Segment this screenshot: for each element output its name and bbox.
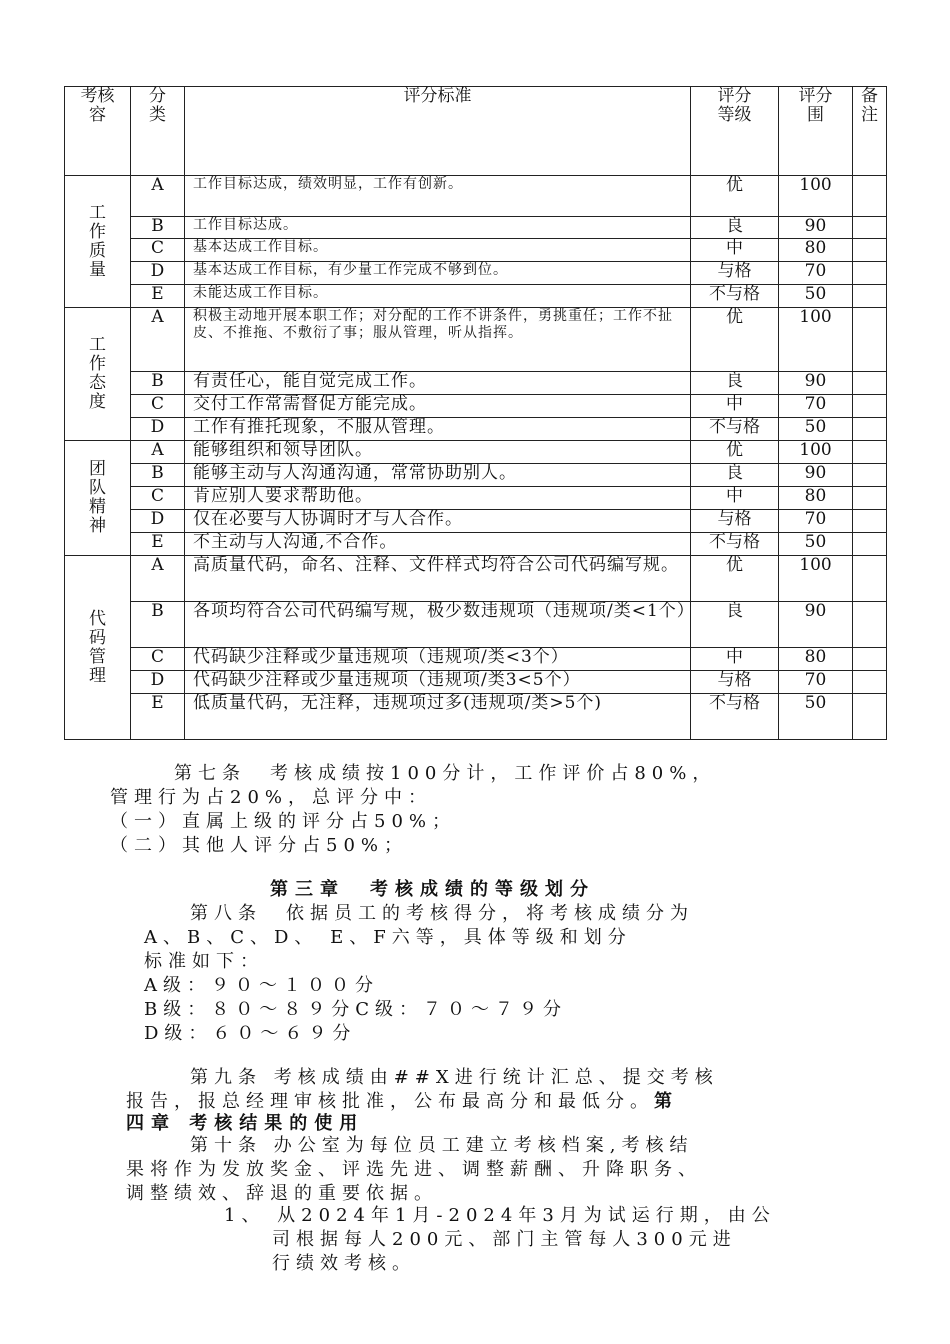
note-cell [853, 176, 887, 217]
criteria-cell: 能够组织和领导团队。 [185, 441, 691, 464]
header-class: 分 类 [131, 87, 185, 176]
criteria-cell: 工作有推托现象，不服从管理。 [185, 418, 691, 441]
table-row [65, 510, 887, 533]
level-cell: 优 [691, 308, 779, 372]
chapter3-title: 第三章 考核成绩的等级划分 [270, 879, 595, 900]
level-cell: 中 [691, 395, 779, 418]
score-cell: 90 [779, 217, 853, 239]
score-cell: 80 [779, 487, 853, 510]
criteria-cell: 代码缺少注释或少量违规项（违规项/类<3个） [185, 648, 691, 671]
article9-line2-text: 报告，报总经理审核批准，公布最高分和最低分。 [126, 1091, 654, 1112]
class-cell: D [131, 510, 185, 533]
table-row [65, 487, 887, 510]
note-cell [853, 418, 887, 441]
level-cell: 良 [691, 217, 779, 239]
header-range: 评分 围 [779, 87, 853, 176]
criteria-cell: 代码缺少注释或少量违规项（违规项/类3<5个） [185, 671, 691, 694]
article7-line2: 管理行为占20%，总评分中： [110, 787, 433, 808]
article7-line3: （一）直属上级的评分占50%； [110, 811, 457, 832]
note-cell [853, 556, 887, 602]
level-cell: 良 [691, 372, 779, 395]
note-cell [853, 441, 887, 464]
table-row [65, 239, 887, 262]
table-row [65, 671, 887, 694]
header-criteria: 评分标准 [185, 87, 691, 176]
level-cell: 不与格 [691, 285, 779, 308]
chapter4-title: 四章 考核结果的使用 [126, 1113, 365, 1134]
criteria-cell: 高质量代码，命名、注释、文件样式均符合公司代码编写规。 [185, 556, 691, 602]
class-cell: E [131, 533, 185, 556]
class-cell: A [131, 176, 185, 217]
level-cell: 优 [691, 441, 779, 464]
article9-line1: 第九条 考核成绩由##X进行统计汇总、提交考核 [190, 1067, 719, 1088]
class-cell: B [131, 464, 185, 487]
header-note: 备 注 [853, 87, 887, 176]
table-row [65, 441, 887, 464]
header-level: 评分 等级 [691, 87, 779, 176]
class-cell: C [131, 648, 185, 671]
note-cell [853, 487, 887, 510]
level-cell: 与格 [691, 510, 779, 533]
table-row [65, 556, 887, 602]
table-body [65, 87, 887, 740]
score-cell: 70 [779, 395, 853, 418]
criteria-cell: 不主动与人沟通,不合作。 [185, 533, 691, 556]
note-cell [853, 285, 887, 308]
article10-item1-line1: 1、 从2024年1月-2024年3月为试运行期，由公 [224, 1205, 776, 1226]
criteria-cell: 工作目标达成。 [185, 217, 691, 239]
criteria-cell: 能够主动与人沟通沟通，常常协助别人。 [185, 464, 691, 487]
article8-line2: A、B、C、D、 E、F六等，具体等级和划分 [144, 927, 632, 948]
table-row [65, 372, 887, 395]
level-cell: 中 [691, 487, 779, 510]
level-cell: 不与格 [691, 418, 779, 441]
table-row [65, 217, 887, 239]
criteria-cell: 仅在必要与人协调时才与人合作。 [185, 510, 691, 533]
score-cell: 100 [779, 176, 853, 217]
table-row [65, 176, 887, 217]
criteria-cell: 交付工作常需督促方能完成。 [185, 395, 691, 418]
score-cell: 100 [779, 308, 853, 372]
score-cell: 50 [779, 694, 853, 740]
article10-item1-line3: 行绩效考核。 [272, 1253, 416, 1274]
category-cell: 工 作 质 量 [65, 176, 131, 308]
note-cell [853, 372, 887, 395]
note-cell [853, 648, 887, 671]
score-cell: 50 [779, 285, 853, 308]
level-cell: 良 [691, 602, 779, 648]
table-row [65, 533, 887, 556]
chapter4-title-start: 第 [654, 1091, 679, 1112]
score-cell: 90 [779, 464, 853, 487]
grade-a: A级：９０～１００分 [144, 975, 379, 996]
class-cell: B [131, 372, 185, 395]
note-cell [853, 533, 887, 556]
table-row [65, 418, 887, 441]
class-cell: E [131, 694, 185, 740]
note-cell [853, 694, 887, 740]
note-cell [853, 395, 887, 418]
category-cell: 工 作 态 度 [65, 308, 131, 441]
category-cell: 团 队 精 神 [65, 441, 131, 556]
class-cell: B [131, 602, 185, 648]
criteria-cell: 有责任心，能自觉完成工作。 [185, 372, 691, 395]
article10-line2: 果将作为发放奖金、评选先进、调整薪酬、升降职务、 [126, 1159, 702, 1180]
grade-b-c: B级：８０～８９分C级：７０～７９分 [144, 999, 567, 1020]
class-cell: A [131, 441, 185, 464]
header-content: 考核 容 [65, 87, 131, 176]
score-cell: 90 [779, 372, 853, 395]
grade-d: D级：６０～６９分 [144, 1023, 357, 1044]
table-row [65, 262, 887, 285]
table-row [65, 285, 887, 308]
score-cell: 70 [779, 262, 853, 285]
score-cell: 100 [779, 556, 853, 602]
class-cell: C [131, 395, 185, 418]
note-cell [853, 239, 887, 262]
class-cell: A [131, 556, 185, 602]
table-row [65, 648, 887, 671]
level-cell: 中 [691, 648, 779, 671]
evaluation-table [64, 86, 887, 740]
score-cell: 100 [779, 441, 853, 464]
table-row [65, 602, 887, 648]
criteria-cell: 基本达成工作目标，有少量工作完成不够到位。 [185, 262, 691, 285]
category-cell: 代 码 管 理 [65, 556, 131, 740]
score-cell: 50 [779, 418, 853, 441]
criteria-cell: 积极主动地开展本职工作；对分配的工作不讲条件，勇挑重任；工作不扯皮、不推拖、不敷衍了事；服从管理，听从指挥。 [185, 308, 691, 372]
score-cell: 70 [779, 671, 853, 694]
note-cell [853, 510, 887, 533]
criteria-cell: 工作目标达成，绩效明显，工作有创新。 [185, 176, 691, 217]
note-cell [853, 602, 887, 648]
note-cell [853, 308, 887, 372]
class-cell: C [131, 487, 185, 510]
article10-line3: 调整绩效、辞退的重要依据。 [126, 1183, 438, 1204]
article9-line2 [126, 1090, 679, 1113]
article8-line3: 标准如下： [144, 951, 264, 972]
article7-line1: 第七条 考核成绩按100分计，工作评价占80%， [174, 763, 717, 784]
article8-line1: 第八条 依据员工的考核得分，将考核成绩分为 [190, 903, 694, 924]
level-cell: 不与格 [691, 533, 779, 556]
score-cell: 90 [779, 602, 853, 648]
class-cell: C [131, 239, 185, 262]
note-cell [853, 464, 887, 487]
table-row [65, 395, 887, 418]
article10-item1-line2: 司根据每人200元、部门主管每人300元进 [272, 1229, 737, 1250]
class-cell: D [131, 262, 185, 285]
class-cell: D [131, 671, 185, 694]
criteria-cell: 低质量代码，无注释，违规项过多(违规项/类>5个) [185, 694, 691, 740]
table-row [65, 308, 887, 372]
note-cell [853, 671, 887, 694]
level-cell: 与格 [691, 262, 779, 285]
level-cell: 与格 [691, 671, 779, 694]
table-header-row [65, 87, 887, 176]
criteria-cell: 未能达成工作目标。 [185, 285, 691, 308]
level-cell: 不与格 [691, 694, 779, 740]
level-cell: 优 [691, 556, 779, 602]
table-row [65, 464, 887, 487]
criteria-cell: 肯应别人要求帮助他。 [185, 487, 691, 510]
level-cell: 良 [691, 464, 779, 487]
criteria-cell: 基本达成工作目标。 [185, 239, 691, 262]
class-cell: D [131, 418, 185, 441]
note-cell [853, 262, 887, 285]
score-cell: 50 [779, 533, 853, 556]
class-cell: E [131, 285, 185, 308]
level-cell: 优 [691, 176, 779, 217]
criteria-cell: 各项均符合公司代码编写规，极少数违规项（违规项/类<1个） [185, 602, 691, 648]
level-cell: 中 [691, 239, 779, 262]
article7-line4: （二）其他人评分占50%； [110, 835, 409, 856]
score-cell: 80 [779, 239, 853, 262]
table-row [65, 694, 887, 740]
article10-line1: 第十条 办公室为每位员工建立考核档案,考核结 [190, 1135, 694, 1156]
class-cell: B [131, 217, 185, 239]
note-cell [853, 217, 887, 239]
score-cell: 80 [779, 648, 853, 671]
class-cell: A [131, 308, 185, 372]
score-cell: 70 [779, 510, 853, 533]
